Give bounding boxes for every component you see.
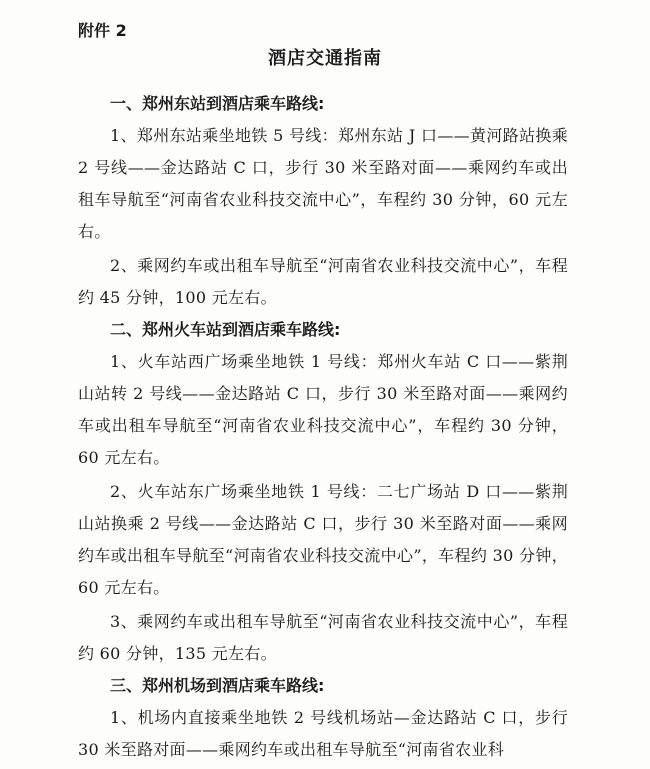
paragraph: 1、火车站西广场乘坐地铁 1 号线：郑州火车站 C 口——紫荆山站转 2 号线——金达路站 C 口，步行 30 米至路对面——乘网约车或出租车导航至“河南省农业科技交流中心”，车程约 30 分钟，60 元左右。 <box>78 352 568 467</box>
document-title: 酒店交通指南 <box>268 48 382 69</box>
section-east-station <box>78 88 568 314</box>
paragraph: 2、火车站东广场乘坐地铁 1 号线：二七广场站 D 口——紫荆山站换乘 2 号线——金达路站 C 口，步行 30 米至路对面——乘网约车或出租车导航至“河南省农业科技交流中心”，车程约 30 分钟，60 元左右。 <box>78 482 568 597</box>
paragraph: 1、郑州东站乘坐地铁 5 号线：郑州东站 J 口——黄河路站换乘 2 号线——金达路站 C 口，步行 30 米至路对面——乘网约车或出租车导航至“河南省农业科技交流中心”，车程约 30 分钟，60 元左右。 <box>78 126 568 241</box>
document-body <box>78 88 568 766</box>
section-railway-station <box>78 314 568 670</box>
paragraph: 3、乘网约车或出租车导航至“河南省农业科技交流中心”，车程约 60 分钟，135 元左右。 <box>78 612 568 663</box>
attachment-label: 附件 2 <box>78 21 127 40</box>
section-heading: 一、郑州东站到酒店乘车路线: <box>110 94 325 113</box>
paragraph: 2、乘网约车或出租车导航至“河南省农业科技交流中心”，车程约 45 分钟，100 元左右。 <box>78 256 568 307</box>
section-airport <box>78 670 568 766</box>
section-heading: 三、郑州机场到酒店乘车路线: <box>110 676 325 695</box>
paragraph: 1、机场内直接乘坐地铁 2 号线机场站—金达路站 C 口，步行 30 米至路对面——乘网约车或出租车导航至“河南省农业科 <box>78 708 568 759</box>
section-heading: 二、郑州火车站到酒店乘车路线: <box>110 320 341 339</box>
